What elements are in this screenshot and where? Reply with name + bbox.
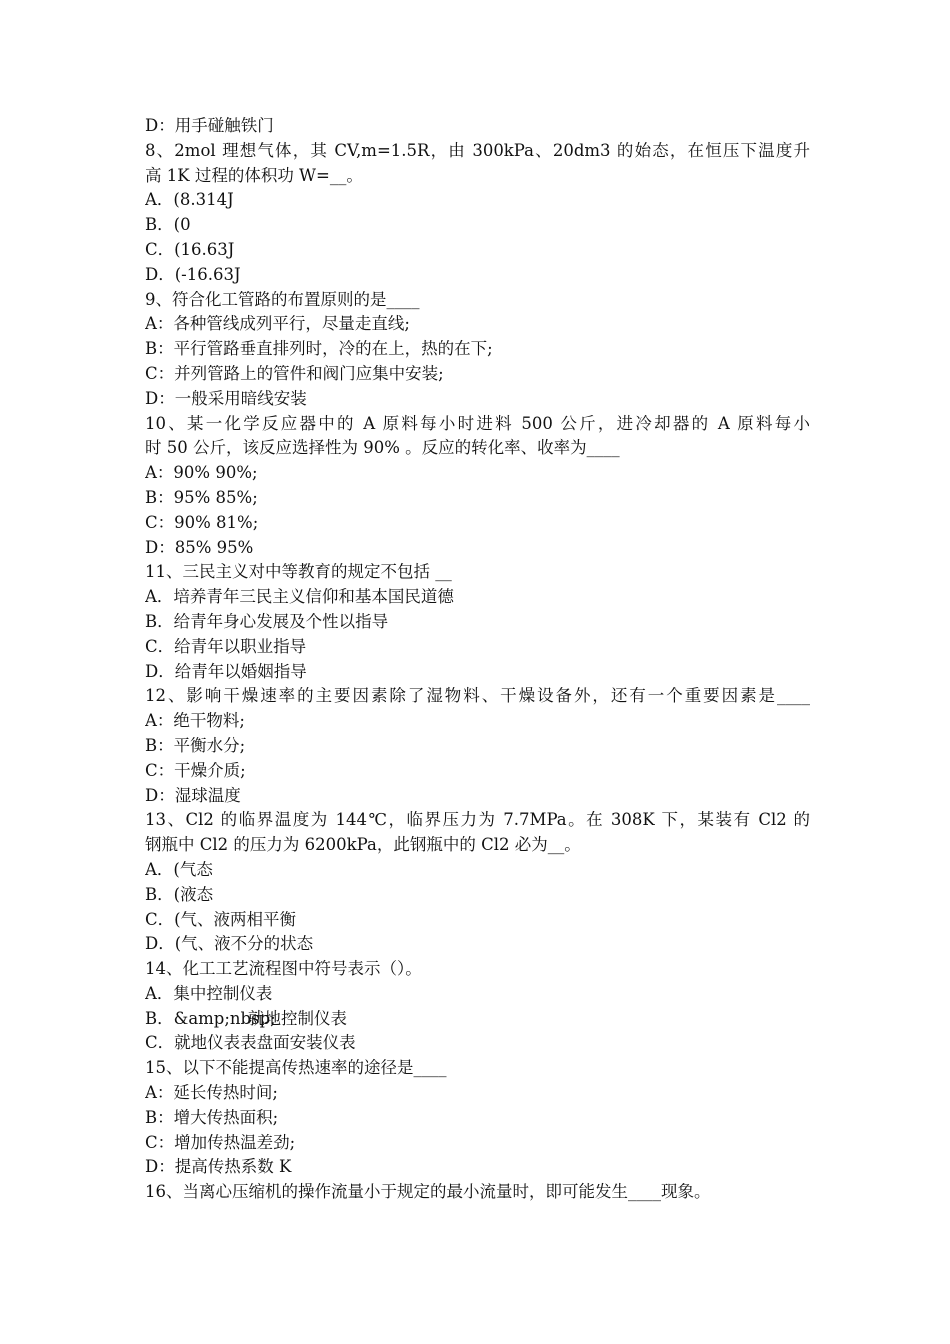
text-line: D：用手碰触铁门 <box>145 116 274 135</box>
text-line: B．(液态 <box>145 884 214 904</box>
text-line: B：95% 85%; <box>145 487 258 507</box>
text-line: A：延长传热时间; <box>145 1083 278 1103</box>
text-line: 15、以下不能提高传热速率的途径是____ <box>145 1058 447 1078</box>
text-line: C：干燥介质; <box>145 760 246 780</box>
text-line: A．(气态 <box>145 859 213 879</box>
text-line: D．(气、液不分的状态 <box>145 934 314 954</box>
text-line: B．给青年身心发展及个性以指导 <box>145 611 389 631</box>
text-line: C．(气、液两相平衡 <box>145 909 297 929</box>
text-line: 8、2mol 理想气体，其 CV,m=1.5R，由 300kPa、20dm3 的始态，在恒压下温度升 <box>145 140 810 160</box>
text-line: A．集中控制仪表 <box>145 983 273 1003</box>
text-line: C．(16.63J <box>145 239 235 259</box>
text-line: 13、Cl2 的临界温度为 144℃，临界压力为 7.7MPa。在 308K 下，某装有 Cl2 的 <box>145 810 810 830</box>
text-line: B：平行管路垂直排列时，冷的在上，热的在下; <box>145 339 493 359</box>
text-line: C：90% 81%; <box>145 512 259 532</box>
text-line: D：提高传热系数 K <box>145 1157 292 1177</box>
text-line: 高 1K 过程的体积功 W=__。 <box>145 165 363 185</box>
text-line: A．(8.314J <box>145 190 234 210</box>
text-line: A：90% 90%; <box>145 463 258 483</box>
text-line: 9、符合化工管路的布置原则的是____ <box>145 289 420 309</box>
text-line: B．(0 <box>145 215 191 235</box>
text-line: A：各种管线成列平行，尽量走直线; <box>145 314 410 334</box>
text-line: D．(-16.63J <box>145 264 241 284</box>
text-line: 16、当离心压缩机的操作流量小于规定的最小流量时，即可能发生____现象。 <box>145 1182 711 1202</box>
document-body <box>145 114 810 1205</box>
text-line: 时 50 公斤，该反应选择性为 90% 。反应的转化率、收率为____ <box>145 438 620 458</box>
text-line: B：平衡水分; <box>145 735 246 755</box>
text-line: 钢瓶中 Cl2 的压力为 6200kPa，此钢瓶中的 Cl2 必为__。 <box>145 835 581 855</box>
text-line: C：增加传热温差劲; <box>145 1132 296 1152</box>
text-line: 10、某一化学反应器中的 A 原料每小时进料 500 公斤，进冷却器的 A 原料每小 <box>145 413 810 433</box>
text-line: C．就地仪表表盘面安装仪表 <box>145 1033 356 1053</box>
text-line: D：湿球温度 <box>145 785 241 805</box>
text-line: A．培养青年三民主义信仰和基本国民道德 <box>145 587 454 607</box>
text-line: D：85% 95% <box>145 537 254 557</box>
text-line: 11、三民主义对中等教育的规定不包括 __ <box>145 562 452 582</box>
text-line: B．&amp;nbsp; <box>145 1008 276 1028</box>
text-line: 14、化工工艺流程图中符号表示（）。 <box>145 959 422 979</box>
overlapping-text: 就地控制仪表 <box>248 1008 347 1028</box>
text-line: C：并列管路上的管件和阀门应集中安装; <box>145 363 444 383</box>
text-line: D：一般采用暗线安装 <box>145 388 307 408</box>
text-line: C．给青年以职业指导 <box>145 636 307 656</box>
text-line: A：绝干物料; <box>145 711 245 731</box>
overlapping-line-wrapper <box>145 1007 810 1032</box>
text-line: B：增大传热面积; <box>145 1107 279 1127</box>
text-line: D．给青年以婚姻指导 <box>145 661 307 681</box>
text-line: 12、影响干燥速率的主要因素除了湿物料、干燥设备外，还有一个重要因素是____ <box>145 686 810 706</box>
